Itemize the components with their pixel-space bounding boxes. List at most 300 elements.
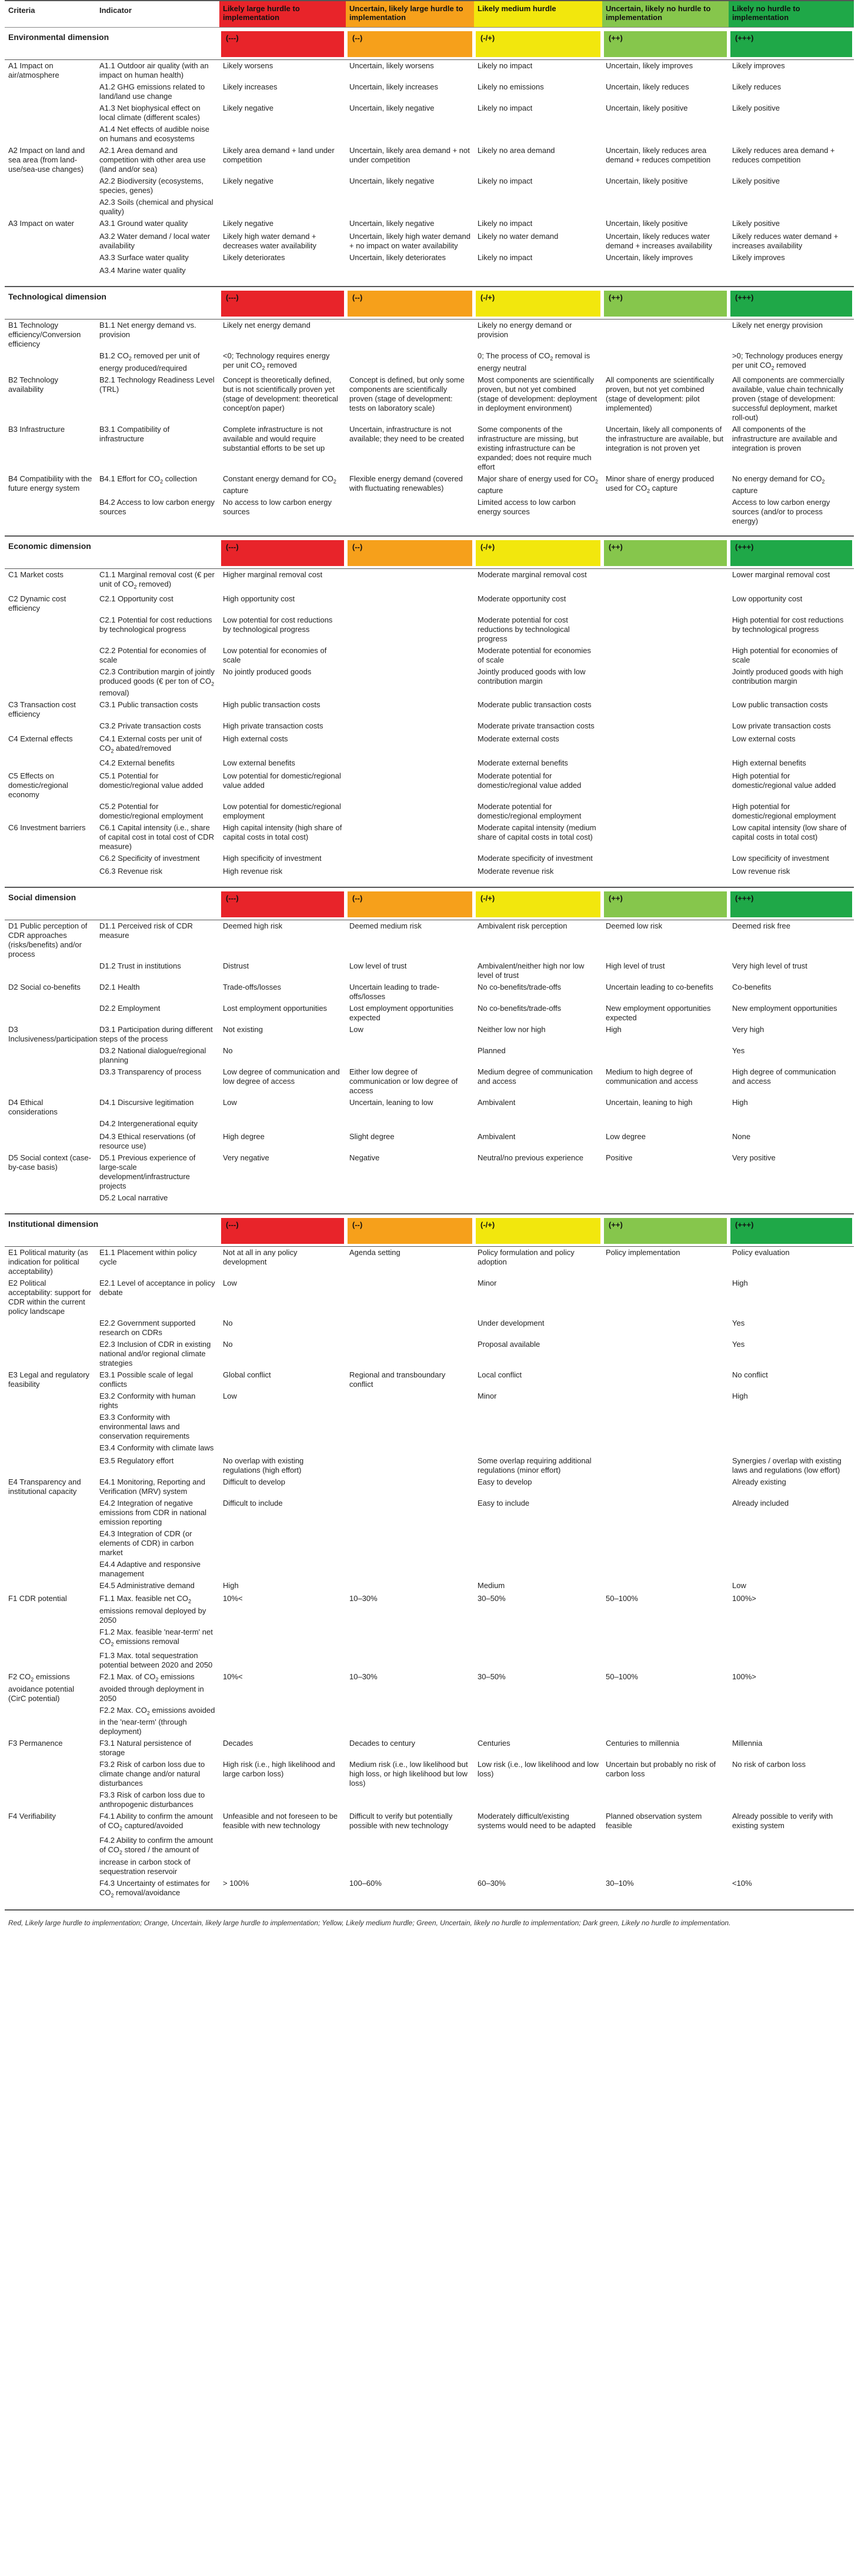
criterion-cell: F1 CDR potential xyxy=(8,1593,67,1603)
table-row xyxy=(5,1066,854,1097)
level-cell: 50–100% xyxy=(606,1672,638,1682)
indicator-cell: B4.2 Access to low carbon energy sources xyxy=(99,498,215,517)
scale-swatch-red: (---) xyxy=(221,31,344,57)
scale-swatch-red: (---) xyxy=(221,291,344,317)
criterion-cell: E1 Political maturity (as indication for political acceptability) xyxy=(8,1247,88,1276)
criterion-cell: C3 Transaction cost efficiency xyxy=(8,700,76,719)
criteria-header: Criteria xyxy=(8,6,35,15)
level-cell xyxy=(602,593,729,614)
level-cell: High risk (i.e., high likelihood and large carbon loss) xyxy=(223,1760,335,1779)
criterion-cell xyxy=(5,1066,96,1097)
level-cell xyxy=(474,1192,602,1205)
table-body xyxy=(5,30,854,1911)
table-row xyxy=(5,1131,854,1152)
level-cell xyxy=(602,569,729,593)
table-row xyxy=(5,1390,854,1412)
level-cell: Lost employment opportunities expected xyxy=(349,1003,454,1022)
criterion-cell xyxy=(5,1759,96,1789)
level-cell: Likely net energy provision xyxy=(732,321,823,330)
dimension-title: Institutional dimension xyxy=(8,1219,99,1229)
level-cell: High xyxy=(732,1391,748,1400)
criterion-cell xyxy=(5,1705,96,1738)
level-cell: Minor xyxy=(478,1391,497,1400)
level-cell xyxy=(729,1528,854,1559)
level-cell: Medium xyxy=(478,1580,505,1590)
level-cell: 10%< xyxy=(223,1593,243,1603)
indicator-cell: E3.3 Conformity with environmental laws and conservation requirements xyxy=(99,1412,190,1440)
level-cell: High external benefits xyxy=(732,758,806,767)
level-cell: Uncertain, leaning to low xyxy=(349,1097,433,1107)
level-cell xyxy=(219,1118,346,1131)
level-cell: Moderate specificity of investment xyxy=(478,853,593,863)
level-cell xyxy=(602,645,729,666)
level-cell: Likely net energy demand xyxy=(223,321,311,330)
level-cell: Low potential for economies of scale xyxy=(223,645,327,664)
level-cell xyxy=(602,1369,729,1390)
table-header xyxy=(5,0,854,28)
level-cell: Likely positive xyxy=(732,219,780,228)
scale-swatch-yellow: (-/+) xyxy=(476,891,600,917)
indicator-cell: F1.2 Max. feasible 'near-term' net $CO_2$ emissions removal xyxy=(99,1627,213,1648)
indicator-cell: C4.1 External costs per unit of $CO_2$ abated/removed xyxy=(99,734,202,754)
criterion-cell xyxy=(5,1455,96,1476)
table-row xyxy=(5,424,854,473)
level-cell xyxy=(602,1476,729,1497)
level-cell xyxy=(602,1118,729,1131)
level-cell: Moderate capital intensity (medium share of capital costs in total cost) xyxy=(478,823,596,841)
level-cell xyxy=(346,1650,474,1671)
level-cell: Ambivalent/neither high nor low level of trust xyxy=(478,961,585,980)
level-cell: Uncertain, likely improves xyxy=(606,61,693,70)
table-row xyxy=(5,853,854,866)
level-cell xyxy=(219,1650,346,1671)
level-cell xyxy=(729,197,854,218)
table-row xyxy=(5,1317,854,1339)
level-cell xyxy=(729,1412,854,1442)
dimension-title: Economic dimension xyxy=(8,541,91,551)
level-cell: Slight degree xyxy=(349,1131,395,1141)
criterion-cell xyxy=(5,1626,96,1650)
level-cell: 100%> xyxy=(732,1593,756,1603)
level-cell: High xyxy=(223,1580,239,1590)
level-cell xyxy=(219,1789,346,1810)
level-cell: High revenue risk xyxy=(223,866,283,876)
level-cell xyxy=(474,1559,602,1580)
level-cell: All components of the infrastructure are available and integration is proven xyxy=(732,424,837,452)
level-cell: Concept is defined, but only some components are scientifically proven (stage of development: tests on laboratory scale) xyxy=(349,375,465,412)
table-row xyxy=(5,175,854,197)
scale-swatch-orange: (--) xyxy=(348,31,472,57)
level-cell: Uncertain, likely positive xyxy=(606,104,688,112)
section-divider xyxy=(5,1901,854,1911)
level-cell: Very high xyxy=(732,1024,764,1034)
level-cell: Medium to high degree of communication and access xyxy=(606,1067,698,1086)
indicator-cell: E2.2 Government supported research on CDRs xyxy=(99,1318,196,1337)
indicator-cell: F1.3 Max. total sequestration potential between 2020 and 2050 xyxy=(99,1651,213,1670)
table-row xyxy=(5,1650,854,1671)
level-cell: Low degree xyxy=(606,1131,646,1141)
criterion-cell xyxy=(5,720,96,733)
level-cell xyxy=(602,1455,729,1476)
level-cell: Likely no impact xyxy=(478,219,533,228)
level-cell xyxy=(602,124,729,145)
criterion-cell xyxy=(5,1442,96,1455)
level-cell xyxy=(602,720,729,733)
indicator-cell: F2.2 Max. $CO_2$ emissions avoided in the 'near-term' (through deployment) xyxy=(99,1705,215,1736)
level-cell xyxy=(602,197,729,218)
level-cell: Moderate public transaction costs xyxy=(478,700,592,710)
scale-swatch-darkgreen: (+++) xyxy=(730,31,852,57)
level-cell: Local conflict xyxy=(478,1370,522,1379)
level-cell xyxy=(474,197,602,218)
level-cell: No xyxy=(223,1318,233,1327)
level-cell xyxy=(602,801,729,822)
indicator-cell: D4.2 Intergenerational equity xyxy=(99,1119,198,1128)
level-cell xyxy=(602,770,729,801)
level-cell xyxy=(602,1045,729,1066)
criterion-cell: C1 Market costs xyxy=(8,570,64,580)
level-cell xyxy=(474,1412,602,1442)
level-cell: Likely improves xyxy=(732,253,785,262)
level-cell xyxy=(602,1528,729,1559)
table-row xyxy=(5,1580,854,1593)
level-cell: Regional and transboundary conflict xyxy=(349,1370,446,1389)
level-cell xyxy=(474,1442,602,1455)
level-cell: Moderate private transaction costs xyxy=(478,721,595,731)
scale-swatch-yellow: (-/+) xyxy=(476,1218,600,1244)
indicator-cell: F4.1 Ability to confirm the amount of $CO_2$ captured/avoided xyxy=(99,1812,213,1832)
criterion-cell: B3 Infrastructure xyxy=(8,424,65,434)
level-cell: Likely reduces xyxy=(732,82,782,91)
level-cell: High potential for cost reductions by technological progress xyxy=(732,615,844,634)
criterion-cell: E2 Political acceptability: support for CDR within the current policy landscape xyxy=(8,1278,91,1316)
table-row xyxy=(5,1835,854,1878)
level-cell: Already included xyxy=(732,1498,789,1507)
dimension-header xyxy=(5,890,854,920)
level-cell xyxy=(474,265,602,278)
level-cell: Moderately difficult/existing systems would need to be adapted xyxy=(478,1812,596,1831)
level-cell xyxy=(474,1118,602,1131)
level-cell: Low revenue risk xyxy=(732,866,790,876)
indicator-cell: C2.1 Potential for cost reductions by technological progress xyxy=(99,615,212,634)
level-cell: Major share of energy used for $CO_2$ capture xyxy=(478,474,599,495)
level-cell xyxy=(346,124,474,145)
level-cell xyxy=(346,1317,474,1339)
indicator-cell: A1.2 GHG emissions related to land/land use change xyxy=(99,82,205,101)
level-cell xyxy=(602,666,729,700)
table-row xyxy=(5,720,854,733)
table-row xyxy=(5,124,854,145)
table-row xyxy=(5,1593,854,1626)
table-row xyxy=(5,1497,854,1528)
level-cell xyxy=(346,699,474,720)
criterion-cell xyxy=(5,1789,96,1810)
criterion-cell xyxy=(5,1650,96,1671)
level-cell: 60–30% xyxy=(478,1878,506,1888)
indicator-cell: C2.2 Potential for economies of scale xyxy=(99,645,206,664)
table-row xyxy=(5,319,854,350)
table-row xyxy=(5,145,854,175)
level-cell: Difficult to verify but potentially possible with new technology xyxy=(349,1812,453,1831)
level-cell: Concept is theoretically defined, but is not scientifically proven yet (stage of development: theoretical concept/on paper) xyxy=(223,375,338,412)
level-cell: High public transaction costs xyxy=(223,700,321,710)
level-cell: Co-benefits xyxy=(732,982,772,991)
level-cell: Centuries to millennia xyxy=(606,1739,680,1748)
level-cell xyxy=(474,1835,602,1878)
criterion-cell xyxy=(5,1045,96,1066)
level-cell: Uncertain, likely worsens xyxy=(349,61,434,70)
level-cell xyxy=(346,497,474,527)
level-cell: Synergies / overlap with existing laws and regulations (low effort) xyxy=(732,1456,842,1475)
level-header-red: Likely large hurdle to implementation xyxy=(219,1,346,27)
level-cell: <10% xyxy=(732,1878,752,1888)
level-cell xyxy=(219,1412,346,1442)
table-row xyxy=(5,374,854,424)
level-cell: Low capital intensity (low share of capital costs in total cost) xyxy=(732,823,847,841)
level-cell: 0; The process of $CO_2$ removal is energy neutral xyxy=(478,351,590,372)
table-row xyxy=(5,1810,854,1835)
level-cell: Positive xyxy=(606,1153,633,1162)
table-row xyxy=(5,102,854,124)
level-cell: Low potential for domestic/regional value added xyxy=(223,771,341,790)
level-cell xyxy=(346,1528,474,1559)
level-cell xyxy=(602,1412,729,1442)
level-cell: Likely negative xyxy=(223,104,273,112)
level-cell: Likely no impact xyxy=(478,104,533,112)
criterion-cell xyxy=(5,1317,96,1339)
level-cell xyxy=(602,1390,729,1412)
indicator-cell: A2.1 Area demand and competition with other area use (land and/or sea) xyxy=(99,146,206,174)
level-cell: New employment opportunities expected xyxy=(606,1003,711,1022)
level-cell: Uncertain, likely reduces area demand + reduces competition xyxy=(606,146,711,164)
level-cell xyxy=(346,1497,474,1528)
level-cell xyxy=(346,770,474,801)
level-cell xyxy=(346,866,474,878)
level-cell: Minor xyxy=(478,1278,497,1287)
scale-swatch-yellow: (-/+) xyxy=(476,31,600,57)
level-cell xyxy=(219,1705,346,1738)
indicator-cell: F2.1 Max. of $CO_2$ emissions avoided through deployment in 2050 xyxy=(99,1672,204,1703)
scale-swatch-lightgreen: (++) xyxy=(604,891,727,917)
level-cell: Deemed low risk xyxy=(606,921,663,930)
level-cell: Likely no impact xyxy=(478,61,533,70)
level-cell: Likely reduces water demand + increases availability xyxy=(732,232,839,250)
table-row xyxy=(5,1442,854,1455)
level-cell: Proposal available xyxy=(478,1339,540,1349)
criterion-cell xyxy=(5,1878,96,1902)
level-cell xyxy=(346,645,474,666)
level-cell: Centuries xyxy=(478,1739,510,1748)
criterion-cell xyxy=(5,1580,96,1593)
indicator-cell: A2.2 Biodiversity (ecosystems, species, genes) xyxy=(99,177,204,195)
level-cell: Low external costs xyxy=(732,734,796,744)
level-cell: No risk of carbon loss xyxy=(732,1760,806,1769)
level-cell: Planned observation system feasible xyxy=(606,1812,702,1831)
table-row xyxy=(5,1455,854,1476)
level-cell: Low potential for cost reductions by technological progress xyxy=(223,615,333,634)
level-cell: Yes xyxy=(732,1318,745,1327)
level-cell: Likely no impact xyxy=(478,253,533,262)
level-cell xyxy=(219,1559,346,1580)
level-cell: No overlap with existing regulations (high effort) xyxy=(223,1456,304,1475)
table-row xyxy=(5,1626,854,1650)
criterion-cell xyxy=(5,350,96,374)
level-cell: 100%> xyxy=(732,1672,756,1682)
indicator-cell: D1.1 Perceived risk of CDR measure xyxy=(99,921,193,940)
level-cell xyxy=(729,1650,854,1671)
level-cell: Uncertain leading to trade-offs/losses xyxy=(349,982,440,1001)
level-cell xyxy=(729,1626,854,1650)
table-footnote: Red, Likely large hurdle to implementation; Orange, Uncertain, likely large hurdle to implementation; Yellow, Likely medium hurdle; Green, Uncertain, likely no hurdle to implementation; Dark green, Likely no hurdle to implementation. xyxy=(8,1919,731,1928)
level-cell: Likely no impact xyxy=(478,177,533,185)
level-cell: Likely high water demand + decreases water availability xyxy=(223,232,316,250)
indicator-cell: B1.2 $CO_2$ removed per unit of energy produced/required xyxy=(99,351,200,372)
level-cell xyxy=(602,1277,729,1317)
level-cell xyxy=(602,757,729,770)
table-row xyxy=(5,733,854,757)
level-cell xyxy=(602,1626,729,1650)
indicator-cell: A3.2 Water demand / local water availability xyxy=(99,232,211,250)
level-cell: Moderate revenue risk xyxy=(478,866,554,876)
level-cell: New employment opportunities xyxy=(732,1003,837,1013)
level-cell xyxy=(346,350,474,374)
level-cell xyxy=(346,1835,474,1878)
indicator-cell: F4.3 Uncertainty of estimates for $CO_2$ removal/avoidance xyxy=(99,1878,210,1899)
level-cell: Deemed high risk xyxy=(223,921,283,930)
criterion-cell xyxy=(5,1412,96,1442)
level-cell: High external costs xyxy=(223,734,288,744)
level-cell xyxy=(346,1118,474,1131)
level-cell: Already existing xyxy=(732,1477,786,1486)
dimension-title: Social dimension xyxy=(8,892,76,902)
table-row xyxy=(5,473,854,497)
level-cell xyxy=(729,1559,854,1580)
indicator-cell: C5.2 Potential for domestic/regional employment xyxy=(99,801,203,820)
level-cell xyxy=(602,866,729,878)
level-cell xyxy=(602,350,729,374)
level-cell: Low private transaction costs xyxy=(732,721,831,731)
indicator-cell: C2.3 Contribution margin of jointly produced goods (€ per ton of $CO_2$ removal) xyxy=(99,667,215,698)
level-cell: Uncertain, leaning to high xyxy=(606,1097,693,1107)
level-cell: Millennia xyxy=(732,1739,763,1748)
level-cell: Moderate external costs xyxy=(478,734,559,744)
indicator-cell: D3.2 National dialogue/regional planning xyxy=(99,1046,206,1064)
level-cell xyxy=(346,1789,474,1810)
table-row xyxy=(5,1045,854,1066)
level-cell: Low opportunity cost xyxy=(732,594,803,603)
level-cell: Uncertain, likely negative xyxy=(349,177,435,185)
criterion-cell: B1 Technology efficiency/Conversion efficiency xyxy=(8,321,81,348)
table-row xyxy=(5,1559,854,1580)
level-cell xyxy=(602,265,729,278)
level-cell: No jointly produced goods xyxy=(223,667,312,676)
level-cell: Higher marginal removal cost xyxy=(223,570,323,580)
indicator-cell: C3.2 Private transaction costs xyxy=(99,721,201,731)
level-cell xyxy=(346,733,474,757)
criterion-cell: D1 Public perception of CDR approaches (risks/benefits) and/or process xyxy=(8,921,88,958)
indicator-cell: E4.3 Integration of CDR (or elements of CDR) in carbon market xyxy=(99,1529,194,1557)
level-cell: High potential for economies of scale xyxy=(732,645,838,664)
level-header-orange: Uncertain, likely large hurdle to implementation xyxy=(346,1,474,27)
criterion-cell xyxy=(5,666,96,700)
level-cell: Medium risk (i.e., low likelihood but high loss, or high likelihood but low loss) xyxy=(349,1760,468,1788)
scale-swatch-orange: (--) xyxy=(348,891,472,917)
indicator-cell: A3.3 Surface water quality xyxy=(99,253,189,262)
level-cell xyxy=(219,265,346,278)
level-cell xyxy=(346,720,474,733)
level-cell: Uncertain, likely area demand + not under competition xyxy=(349,146,470,164)
level-cell: No energy demand for $CO_2$ capture xyxy=(732,474,825,495)
level-cell: Difficult to develop xyxy=(223,1477,285,1486)
criterion-cell: A2 Impact on land and sea area (from land-use/sea-use changes) xyxy=(8,146,85,174)
section-divider xyxy=(5,1205,854,1214)
criterion-cell xyxy=(5,1118,96,1131)
table-row xyxy=(5,197,854,218)
indicator-cell: E3.5 Regulatory effort xyxy=(99,1456,174,1465)
level-cell: Likely reduces area demand + reduces competition xyxy=(732,146,835,164)
level-cell: Either low degree of communication or low degree of access xyxy=(349,1067,458,1095)
table-row xyxy=(5,218,854,231)
level-cell: Policy formulation and policy adoption xyxy=(478,1247,575,1266)
level-cell: High level of trust xyxy=(606,961,665,970)
indicator-cell: A1.4 Net effects of audible noise on humans and ecosystems xyxy=(99,125,209,143)
indicator-header: Indicator xyxy=(99,6,132,15)
level-cell: High potential for domestic/regional employment xyxy=(732,801,836,820)
indicator-cell: C3.1 Public transaction costs xyxy=(99,700,198,710)
level-header-darkgreen: Likely no hurdle to implementation xyxy=(729,1,854,27)
level-cell: Easy to develop xyxy=(478,1477,532,1486)
table-row xyxy=(5,1476,854,1497)
level-cell: High xyxy=(732,1097,748,1107)
level-cell: <0; Technology requires energy per unit $CO_2$ removed xyxy=(223,351,330,371)
level-cell: Low specificity of investment xyxy=(732,853,829,863)
table-row xyxy=(5,1277,854,1317)
indicator-cell: C4.2 External benefits xyxy=(99,758,175,767)
indicator-cell: E3.2 Conformity with human rights xyxy=(99,1391,196,1410)
level-cell: No co-benefits/trade-offs xyxy=(478,982,562,991)
criterion-cell xyxy=(5,124,96,145)
level-cell xyxy=(474,1650,602,1671)
level-cell: Unfeasible and not foreseen to be feasible with new technology xyxy=(223,1812,338,1831)
level-cell: High degree xyxy=(223,1131,265,1141)
level-cell xyxy=(346,666,474,700)
level-cell: Ambivalent xyxy=(478,1097,516,1107)
criterion-cell xyxy=(5,231,96,252)
level-cell xyxy=(346,265,474,278)
level-cell: Jointly produced goods with high contribution margin xyxy=(732,667,843,685)
scale-swatch-darkgreen: (+++) xyxy=(730,891,852,917)
level-cell xyxy=(346,1559,474,1580)
table-row xyxy=(5,1528,854,1559)
dimension-title: Environmental dimension xyxy=(8,32,109,42)
level-cell: Low public transaction costs xyxy=(732,700,828,710)
table-row xyxy=(5,81,854,102)
level-cell xyxy=(346,593,474,614)
scale-swatch-orange: (--) xyxy=(348,540,472,566)
criterion-cell xyxy=(5,1559,96,1580)
level-cell: 30–10% xyxy=(606,1878,634,1888)
level-cell: Global conflict xyxy=(223,1370,271,1379)
level-cell xyxy=(602,1559,729,1580)
table-row xyxy=(5,757,854,770)
level-cell: No co-benefits/trade-offs xyxy=(478,1003,562,1013)
scale-swatch-orange: (--) xyxy=(348,291,472,317)
level-cell: Decades xyxy=(223,1739,253,1748)
level-cell xyxy=(346,614,474,645)
level-cell: 50–100% xyxy=(606,1593,638,1603)
indicator-cell: B3.1 Compatibility of infrastructure xyxy=(99,424,170,443)
criterion-cell: D5 Social context (case-by-case basis) xyxy=(8,1153,91,1171)
